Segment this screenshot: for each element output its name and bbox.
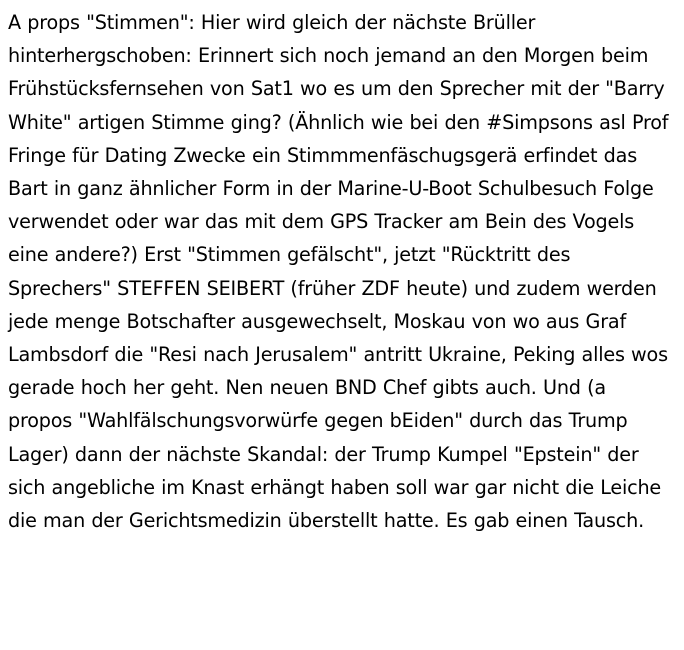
- document-body-text: A props "Stimmen": Hier wird gleich der nächste Brüller hinterhergschoben: Erinnert sich noch jemand an den Morgen beim Frühstücksfernsehen von Sat1 wo es um den Sprecher mit der "Barry White" artigen Stimme ging? (Ähnlich wie bei den #Simpsons asl Prof Fringe für Dating Zwecke ein Stimmmenfäschugsgerä erfindet das Bart in ganz ähnlicher Form in der Marine-U-Boot Schulbesuch Folge verwendet oder war das mit dem GPS Tracker am Bein des Vogels eine andere?) Erst "Stimmen gefälscht", jetzt "Rücktritt des Sprechers" STEFFEN SEIBERT (früher ZDF heute) und zudem werden jede menge Botschafter ausgewechselt, Moskau von wo aus Graf Lambsdorf die "Resi nach Jerusalem" antritt Ukraine, Peking alles wos gerade hoch her geht. Nen neuen BND Chef gibts auch. Und (a propos "Wahlfälschungsvorwürfe gegen bEiden" durch das Trump Lager) dann der nächste Skandal: der Trump Kumpel "Epstein" der sich angebliche im Knast erhängt haben soll war gar nicht die Leiche die man der Gerichtsmedizin überstellt hatte. Es gab einen Tausch.: [8, 11, 669, 533]
